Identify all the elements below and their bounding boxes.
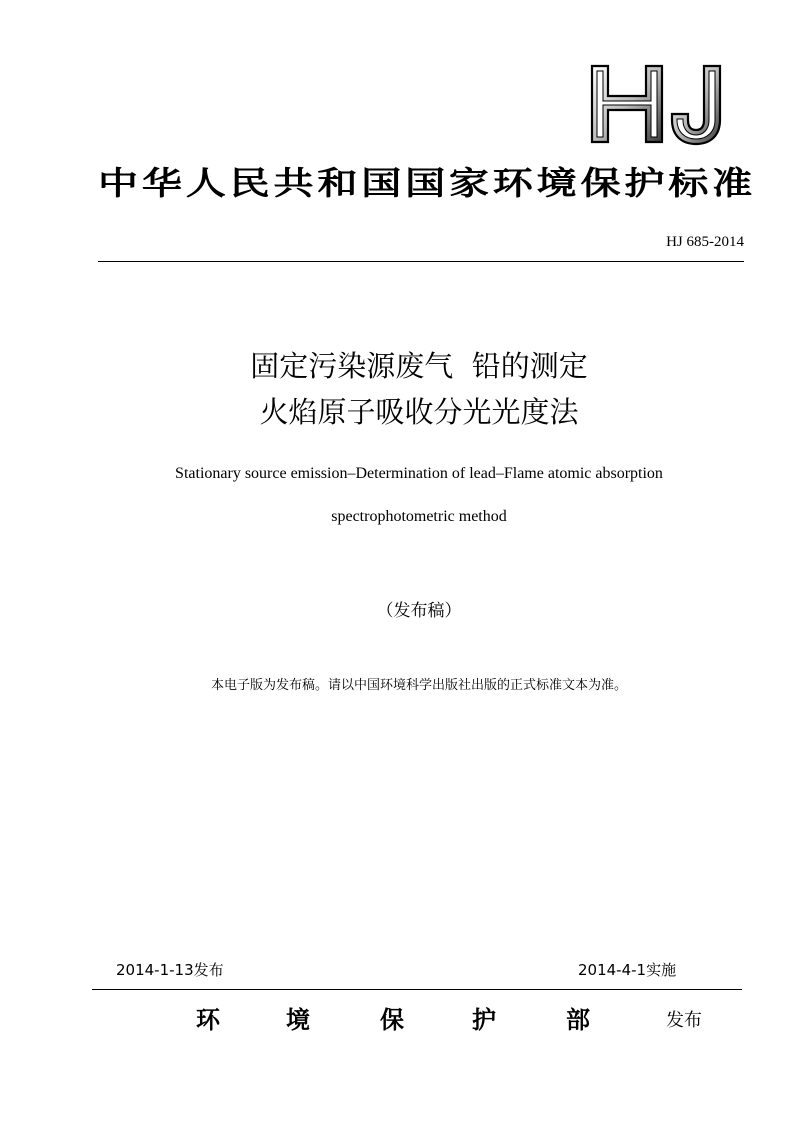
release-notice: 本电子版为发布稿。请以中国环境科学出版社出版的正式标准文本为准。 xyxy=(210,678,627,693)
title-cn-line-2: 火焰原子吸收分光光度法 xyxy=(259,395,579,429)
title-en-line-1: Stationary source emission–Determination of lead–Flame atomic absorption xyxy=(175,465,663,482)
document-title-en xyxy=(0,452,800,538)
draft-tag: （发布稿） xyxy=(376,601,462,621)
issuer-title: 中华人民共和国国家环境保护标准 xyxy=(98,164,757,202)
publish-label: 发布 xyxy=(666,1010,702,1031)
title-cn-line-1: 固定污染源废气 铅的测定 xyxy=(250,349,588,383)
standard-number: HJ 685-2014 xyxy=(666,234,744,250)
logo-text: HJ xyxy=(588,62,590,63)
issue-date: 2014-1-13发布 xyxy=(116,961,224,979)
document-title-cn xyxy=(0,343,800,435)
bottom-divider xyxy=(92,989,742,990)
logo-letter-j xyxy=(672,66,720,144)
implementation-date: 2014-4-1实施 xyxy=(578,961,677,979)
logo-letter-h xyxy=(592,66,662,142)
ministry-char-3: 保 xyxy=(380,1006,404,1034)
ministry-char-4: 护 xyxy=(472,1006,496,1034)
top-divider xyxy=(98,261,744,262)
ministry-char-1: 环 xyxy=(196,1006,220,1034)
ministry-char-5: 部 xyxy=(566,1006,590,1034)
title-en-line-2: spectrophotometric method xyxy=(331,508,507,525)
hj-logo xyxy=(588,62,728,146)
ministry-char-2: 境 xyxy=(286,1006,310,1034)
